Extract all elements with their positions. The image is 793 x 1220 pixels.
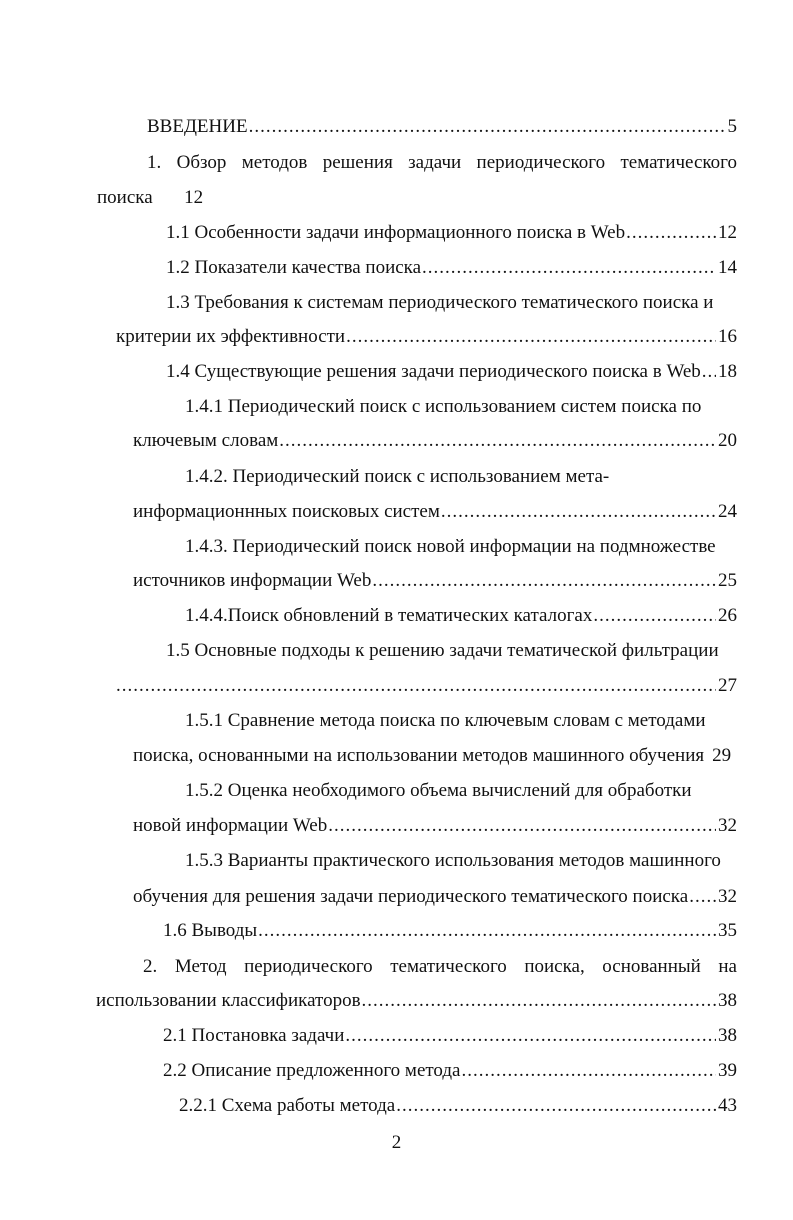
toc-entry-chapter-2 bbox=[96, 988, 737, 1014]
chapter-word: тематического bbox=[620, 152, 737, 173]
toc-entry-title: 1.4.4.Поиск обновлений в тематических каталогах bbox=[185, 605, 593, 626]
toc-entry-1-4-1-line1: 1.4.1 Периодический поиск с использованием систем поиска по bbox=[185, 396, 702, 417]
toc-entry-1-4-4 bbox=[185, 603, 737, 629]
toc-entry-page: 38 bbox=[718, 990, 737, 1011]
leader-dots bbox=[626, 220, 716, 246]
toc-entry-title: информационнных поисковых систем bbox=[133, 501, 440, 522]
toc-entry-2-2-1 bbox=[179, 1093, 737, 1119]
chapter-word: периодического bbox=[476, 152, 606, 173]
toc-entry-title: 1.1 Особенности задачи информационного поиска в Web bbox=[166, 222, 626, 243]
toc-entry-title: критерии их эффективности bbox=[116, 326, 346, 347]
toc-entry-title: 1.4 Существующие решения задачи периодического поиска в Web bbox=[166, 361, 701, 382]
toc-entry-1-1 bbox=[166, 220, 737, 246]
toc-entry-title: 2.2 Описание предложенного метода bbox=[163, 1060, 461, 1081]
toc-chapter-1-line2 bbox=[97, 185, 203, 211]
chapter-word: 2. bbox=[143, 956, 158, 977]
toc-entry-title: ВВЕДЕНИЕ bbox=[147, 116, 248, 137]
toc-entry-1-5-2 bbox=[133, 813, 737, 839]
toc-entry-title: источников информации Web bbox=[133, 570, 372, 591]
toc-entry-1-4-2 bbox=[133, 499, 737, 525]
toc-entry-1-5-1-line1: 1.5.1 Сравнение метода поиска по ключевым словам с методами bbox=[185, 710, 706, 731]
toc-entry-page: 35 bbox=[718, 920, 737, 941]
toc-entry-page: 24 bbox=[718, 501, 737, 522]
toc-entry-1-5-3-line1: 1.5.3 Варианты практического использования методов машинного bbox=[185, 850, 721, 871]
toc-entry-page: 38 bbox=[718, 1025, 737, 1046]
leader-dots bbox=[249, 114, 726, 140]
toc-entry-page: 5 bbox=[727, 116, 737, 137]
chapter-word: методов bbox=[241, 152, 308, 173]
toc-entry-page: 18 bbox=[718, 361, 737, 382]
toc-entry-title: 1.2 Показатели качества поиска bbox=[166, 257, 422, 278]
toc-entry-1-3 bbox=[116, 324, 737, 350]
toc-entry-title: использовании классификаторов bbox=[96, 990, 361, 1011]
toc-entry-title: поиска, основанными на использовании методов машинного обучения bbox=[133, 745, 705, 766]
leader-dots bbox=[689, 884, 716, 910]
toc-entry-title: 2.2.1 Схема работы метода bbox=[179, 1095, 396, 1116]
leader-dots bbox=[258, 918, 716, 944]
chapter-word: периодического bbox=[244, 956, 373, 977]
toc-entry-page: 39 bbox=[718, 1060, 737, 1081]
toc-entry-title: новой информации Web bbox=[133, 815, 328, 836]
toc-entry-1-4-3 bbox=[133, 568, 737, 594]
toc-entry-page: 14 bbox=[718, 257, 737, 278]
toc-entry-title: 2.1 Постановка задачи bbox=[163, 1025, 345, 1046]
chapter-word: поиска bbox=[97, 187, 153, 208]
toc-entry-1-3-line1: 1.3 Требования к системам периодического тематического поиска и bbox=[166, 292, 714, 313]
toc-entry-2-2 bbox=[163, 1058, 737, 1084]
leader-dots bbox=[346, 324, 716, 350]
leader-dots bbox=[422, 255, 716, 281]
leader-dots bbox=[702, 359, 716, 385]
chapter-word: Обзор bbox=[176, 152, 227, 173]
leader-dots bbox=[461, 1058, 716, 1084]
toc-entry-1-5-line1: 1.5 Основные подходы к решению задачи тематической фильтрации bbox=[166, 640, 719, 661]
toc-entry-1-4-1 bbox=[133, 428, 737, 454]
leader-dots bbox=[328, 813, 716, 839]
toc-entry-1-5-3 bbox=[133, 884, 737, 910]
toc-entry-title: обучения для решения задачи периодического тематического поиска bbox=[133, 886, 689, 907]
leader-dots bbox=[116, 673, 716, 699]
leader-dots bbox=[441, 499, 716, 525]
toc-chapter-2-line1 bbox=[143, 954, 737, 980]
toc-entry-1-5-1 bbox=[133, 743, 737, 769]
leader-dots bbox=[593, 603, 716, 629]
page-number: 2 bbox=[391, 1132, 402, 1153]
toc-entry-1-4 bbox=[166, 359, 737, 385]
toc-entry-2-1 bbox=[163, 1023, 737, 1049]
toc-entry-page: 16 bbox=[718, 326, 737, 347]
toc-entry-page: 27 bbox=[718, 675, 737, 696]
chapter-word: поиска, bbox=[524, 956, 585, 977]
toc-entry-1-4-3-line1: 1.4.3. Периодический поиск новой информации на подмножестве bbox=[185, 536, 716, 557]
leader-dots bbox=[396, 1093, 716, 1119]
toc-entry-page: 12 bbox=[184, 187, 204, 208]
leader-dots bbox=[279, 428, 716, 454]
chapter-word: задачи bbox=[408, 152, 462, 173]
toc-entry-1-2 bbox=[166, 255, 737, 281]
chapter-word: на bbox=[718, 956, 737, 977]
toc-entry-intro bbox=[147, 114, 737, 140]
toc-entry-1-4-2-line1: 1.4.2. Периодический поиск с использованием мета- bbox=[185, 466, 610, 487]
toc-entry-page: 26 bbox=[718, 605, 737, 626]
toc-entry-title: ключевым словам bbox=[133, 430, 279, 451]
toc-entry-page: 32 bbox=[718, 886, 737, 907]
toc-entry-page: 29 bbox=[712, 745, 732, 766]
chapter-word: тематического bbox=[390, 956, 507, 977]
toc-entry-page: 12 bbox=[718, 222, 737, 243]
toc-entry-page: 43 bbox=[718, 1095, 737, 1116]
leader-dots bbox=[345, 1023, 716, 1049]
chapter-word: решения bbox=[322, 152, 393, 173]
chapter-word: 1. bbox=[147, 152, 162, 173]
leader-dots bbox=[372, 568, 716, 594]
toc-chapter-1-line1 bbox=[147, 150, 737, 176]
chapter-word: основанный bbox=[602, 956, 701, 977]
leader-dots bbox=[362, 988, 716, 1014]
toc-entry-page: 25 bbox=[718, 570, 737, 591]
toc-entry-1-5-2-line1: 1.5.2 Оценка необходимого объема вычислений для обработки bbox=[185, 780, 692, 801]
toc-entry-title: 1.6 Выводы bbox=[163, 920, 258, 941]
toc-entry-page: 20 bbox=[718, 430, 737, 451]
toc-entry-1-5 bbox=[116, 673, 737, 699]
toc-entry-page: 32 bbox=[718, 815, 737, 836]
chapter-word: Метод bbox=[174, 956, 227, 977]
toc-entry-1-6 bbox=[163, 918, 737, 944]
